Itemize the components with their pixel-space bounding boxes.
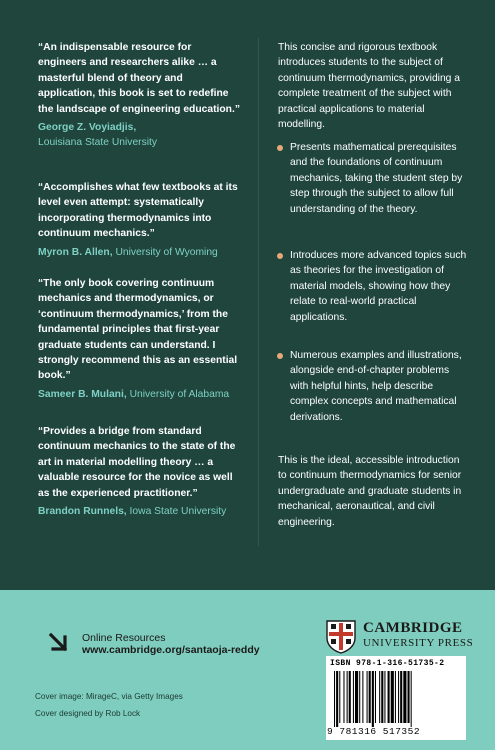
cover-credits (35, 688, 183, 722)
endorser-name: Sameer B. Mulani, (38, 388, 127, 400)
endorsement (38, 40, 242, 150)
barcode-bar (379, 671, 380, 723)
barcode-bar (400, 671, 402, 723)
barcode-bar (372, 671, 374, 727)
barcode-bar (339, 671, 340, 723)
description-closing: This is the ideal, accessible introduction to continuum thermodynamics for senior undergraduate and graduate students in mechanical, aeronautical, and civil engineering. (278, 455, 462, 528)
endorsement-quote: “The only book covering continuum mechanics and thermodynamics, or ‘continuum thermodynamics,’ from the fundamental principles that first-year graduate students can understand. I strongly recommend this as an essential book.” (38, 278, 238, 382)
barcode-bar (381, 671, 383, 723)
endorsement-attribution (38, 120, 242, 150)
endorsement-quote: “An indispensable resource for engineers and researchers alike … a masterful blend of theory and application, this book is set to redefine the landscape of engineering education.” (38, 42, 240, 115)
arrow-down-right-icon (48, 632, 70, 654)
bullet-dot-icon (277, 253, 283, 259)
endorser-affiliation: Louisiana State University (38, 137, 158, 149)
column-divider (258, 38, 259, 546)
barcode-bar (384, 671, 385, 723)
barcode-bar (369, 671, 371, 723)
online-resources-url[interactable]: www.cambridge.org/santaoja-reddy (82, 644, 260, 656)
endorser-affiliation: University of Wyoming (115, 246, 218, 258)
feature-bullet (278, 140, 470, 217)
barcode-bar (403, 671, 406, 723)
barcode-bar (388, 671, 390, 723)
cover-image-credit: Cover image: MirageC, via Getty Images (35, 692, 183, 701)
isbn-label: ISBN 978-1-316-51735-2 (330, 659, 445, 668)
feature-bullet (278, 348, 470, 425)
barcode-bar (359, 671, 360, 723)
barcode-bar (375, 671, 376, 723)
feature-text: Presents mathematical prerequisites and the foundations of continuum mechanics, taking the student step by step through the subject to allow full understanding of the theory. (290, 142, 463, 215)
endorsement-attribution (38, 387, 242, 402)
barcode-bar (362, 671, 363, 723)
endorsement (38, 180, 242, 260)
publisher-name-line1: CAMBRIDGE (363, 620, 463, 636)
barcode-bar (411, 671, 412, 727)
cover-design-credit: Cover designed by Rob Lock (35, 709, 141, 718)
endorser-affiliation: University of Alabama (129, 388, 230, 400)
endorsement (38, 424, 242, 519)
feature-bullet (278, 248, 470, 325)
feature-text: Introduces more advanced topics such as theories for the investigation of material models, showing how they relate to real-world practical applications. (290, 250, 467, 323)
endorser-name: Myron B. Allen, (38, 246, 113, 258)
feature-text: Numerous examples and illustrations, alongside end-of-chapter problems with helpful hints, help describe complex concepts and mathematical derivations. (290, 350, 462, 423)
barcode-bar (408, 671, 410, 723)
barcode-bar (395, 671, 396, 723)
barcode-bar (355, 671, 358, 723)
description-intro: This concise and rigorous textbook introduces students to the subject of continuum thermodynamics, providing a complete treatment of the subject with practical applications to material modelling. (278, 42, 461, 131)
publisher-name-line2: UNIVERSITY PRESS (363, 637, 474, 649)
online-resources-label: Online Resources (82, 632, 166, 644)
barcode-bar (343, 671, 344, 723)
endorsement-quote: “Provides a bridge from standard continuum mechanics to the state of the art in material modelling theory … a valuable resource for the novice as well as the experienced practitioner.” (38, 426, 236, 499)
cambridge-shield-logo (326, 620, 356, 654)
publisher-wordmark (363, 620, 473, 650)
barcode-bar (367, 671, 368, 723)
barcode-bar (349, 671, 351, 723)
barcode-bars (332, 671, 460, 727)
endorsement-attribution (38, 245, 242, 260)
barcode-bar (347, 671, 348, 723)
endorsement (38, 276, 242, 402)
bullet-dot-icon (277, 353, 283, 359)
barcode-bar (398, 671, 399, 723)
barcode-bar (353, 671, 354, 723)
isbn-barcode (326, 656, 466, 740)
barcode-digits: 9 781316 517352 (327, 726, 421, 737)
endorser-name: Brandon Runnels, (38, 506, 127, 518)
endorsement-attribution (38, 504, 242, 519)
endorsement-quote: “Accomplishes what few textbooks at its level even attempt: systematically incorporating thermodynamics into continuum mechanics.” (38, 182, 238, 240)
endorser-affiliation: Iowa State University (129, 506, 227, 518)
barcode-bar (391, 671, 394, 723)
bullet-dot-icon (277, 145, 283, 151)
endorser-name: George Z. Voyiadjis, (38, 122, 137, 134)
barcode-bar (336, 671, 338, 727)
barcode-bar (334, 671, 335, 727)
